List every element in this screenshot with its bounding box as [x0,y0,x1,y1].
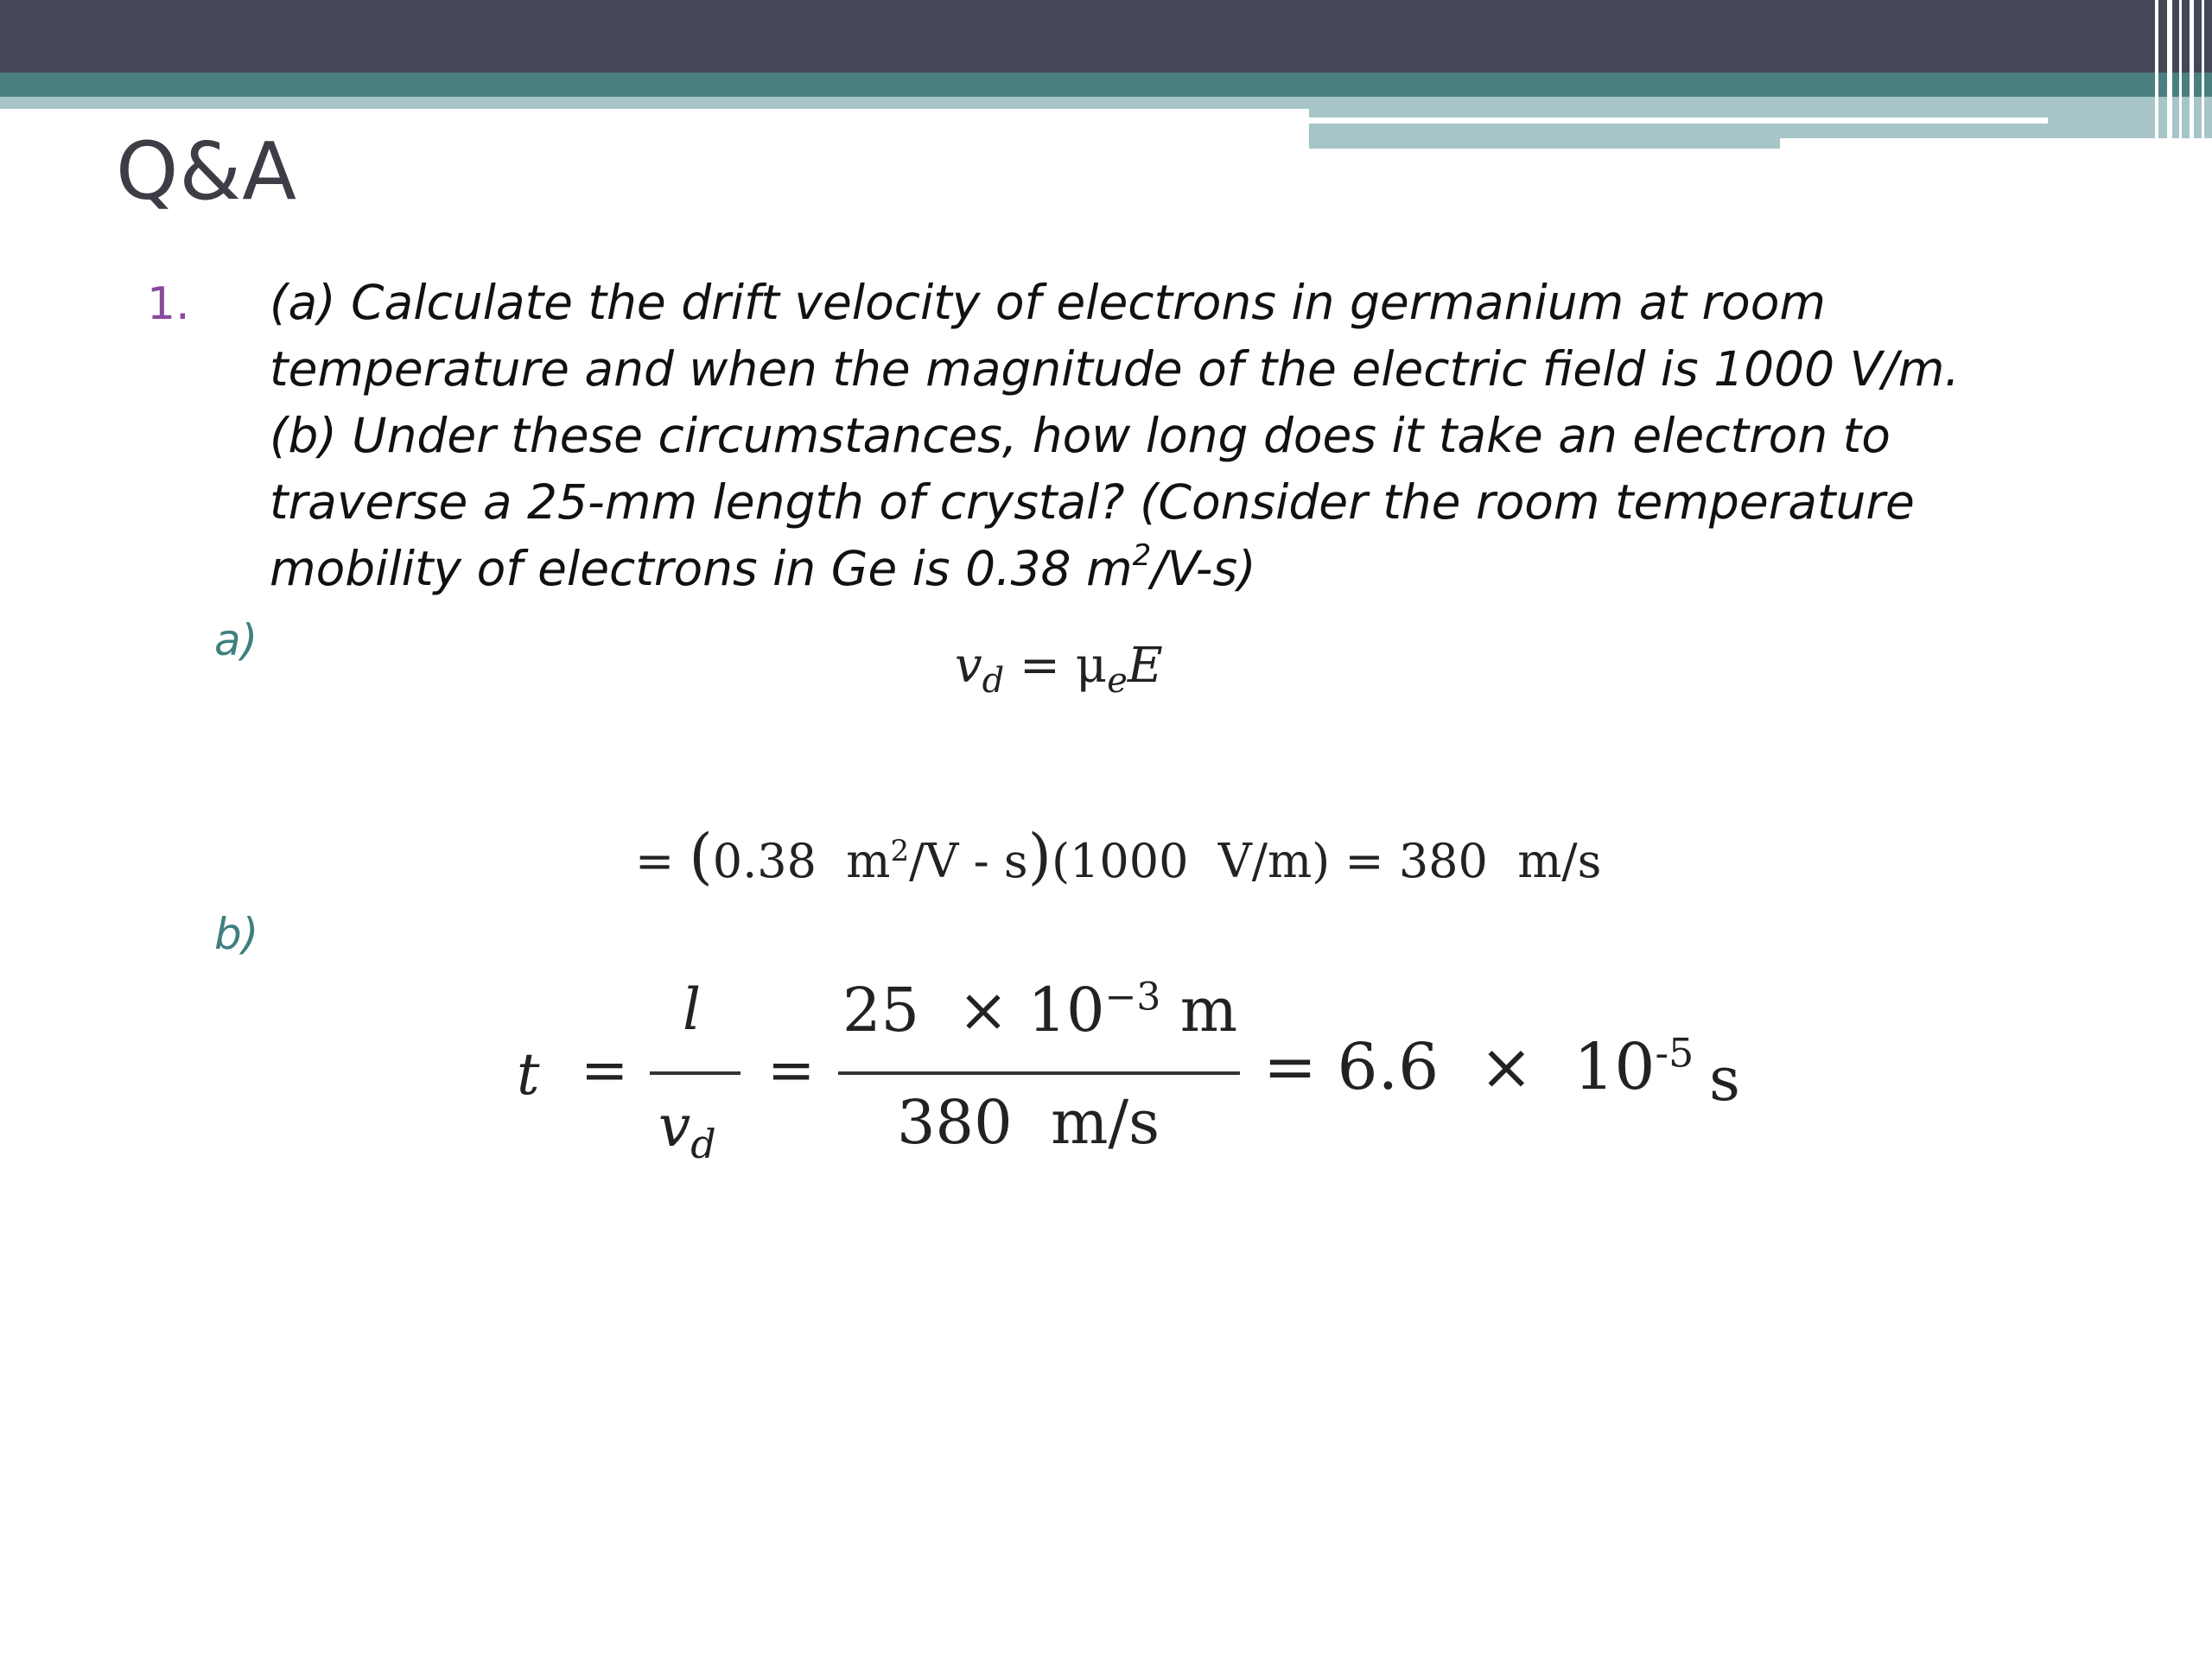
eq1-lhs-sub: d [982,661,1005,702]
question-line: temperature and when the magnitude of the electric field is 1000 V/m. [270,341,1960,397]
eq2-open-paren: ( [689,821,713,892]
eq3-fraction-bar-1 [650,1071,741,1075]
eq3-result-sup: -5 [1655,1029,1694,1077]
eq2-result: = 380 m/s [1330,834,1602,888]
eq3-denominator-v [658,1093,716,1167]
eq3-fraction-bar-2 [838,1071,1240,1075]
question-line: traverse a 25-mm length of crystal? (Consider the room temperature [270,474,1915,530]
question-line: (a) Calculate the drift velocity of electrons in germanium at room [270,275,1826,330]
question-line-last-suffix: /V-s) [1151,541,1256,596]
eq2-prefix: = [635,834,690,888]
header-right-line [1309,118,2048,124]
eq1-lhs: v [955,638,982,694]
eq3-equals-2: = [767,1037,816,1103]
question-text [270,270,2136,602]
eq3-denominator-2: 380 m/s [897,1087,1160,1158]
eq3-result-unit: s [1709,1044,1740,1115]
header-teal-bar [0,73,2212,97]
question-line-last-prefix: mobility of electrons in Ge is 0.38 m [270,541,1133,596]
header-right-gap [1780,138,2212,149]
question-line: (b) Under these circumstances, how long does it take an electron to [270,408,1891,463]
drift-velocity-calculation [635,821,1601,892]
question-line-last [270,536,2136,602]
eq1-mu: μ [1075,638,1108,694]
part-a-label: a) [214,615,258,665]
eq3-num2-unit: m [1160,975,1238,1046]
eq1-mu-sub: e [1107,661,1128,702]
eq3-numerator-l: l [683,976,702,1043]
question-line-last-sup: 2 [1132,537,1152,573]
eq3-denominator-v-sub: d [690,1121,716,1168]
eq3-num2-sup: −3 [1104,975,1161,1020]
header-light-strip [0,97,1309,109]
eq2-second: (1000 V/m) [1051,834,1331,888]
question-number: 1. [147,278,190,330]
eq3-result-main: = 6.6 × 10 [1263,1030,1656,1104]
eq1-equals: = [1004,638,1076,694]
part-b-label: b) [214,909,259,959]
eq3-t: t [517,1041,540,1108]
eq2-unit-rest: /V - s [909,834,1028,888]
header-vertical-stripes [2150,0,2212,149]
drift-velocity-formula [955,638,1163,701]
slide-title: Q&A [116,125,298,218]
eq2-value: 0.38 m [712,834,891,888]
eq1-field: E [1127,638,1163,694]
header-dark-bar [0,0,2212,73]
eq2-sup: 2 [890,834,910,868]
eq3-numerator-2 [842,975,1237,1046]
eq3-denominator-v-main: v [658,1093,691,1160]
eq3-result [1263,1030,1694,1104]
eq3-equals-1: = [581,1037,629,1103]
eq3-num2-main: 25 × 10 [842,975,1105,1046]
eq2-close-paren: ) [1027,821,1052,892]
